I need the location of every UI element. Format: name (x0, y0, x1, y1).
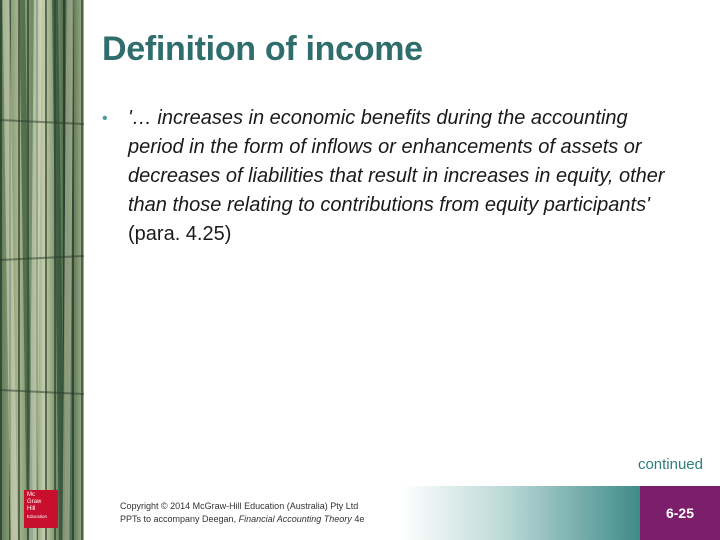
logo-line-4: Education (27, 514, 48, 519)
page-number-badge: 6-25 (640, 486, 720, 540)
logo-line-1: Mc (27, 492, 35, 498)
book-title: Financial Accounting Theory (238, 514, 352, 524)
footer-text (120, 500, 364, 526)
bullet-text (128, 104, 688, 249)
accompany-text (120, 513, 364, 526)
footer-bar (110, 486, 640, 540)
bamboo-sidebar-image (0, 0, 84, 540)
paragraph-citation: (para. 4.25) (128, 223, 232, 245)
bullet-dot-icon: • (102, 110, 108, 127)
accompany-prefix: PPTs to accompany Deegan, (120, 514, 239, 524)
logo-line-3: Hill (27, 506, 36, 512)
continued-label: continued (637, 456, 703, 473)
logo-line-2: Graw (27, 499, 42, 505)
bamboo-stalks-graphic (0, 0, 84, 540)
copyright-text: Copyright © 2014 McGraw-Hill Education (Australia) Pty Ltd (120, 501, 359, 511)
slide-title: Definition of income (102, 30, 423, 68)
income-definition-quote: '… increases in economic benefits during the accounting period in the form of inflows or enhancements of assets or decreases of liabilities that result in increases in equity, other than those relating to contributions from equity participants' (128, 107, 665, 216)
mcgraw-hill-logo (24, 490, 58, 528)
edition: 4e (351, 514, 365, 524)
